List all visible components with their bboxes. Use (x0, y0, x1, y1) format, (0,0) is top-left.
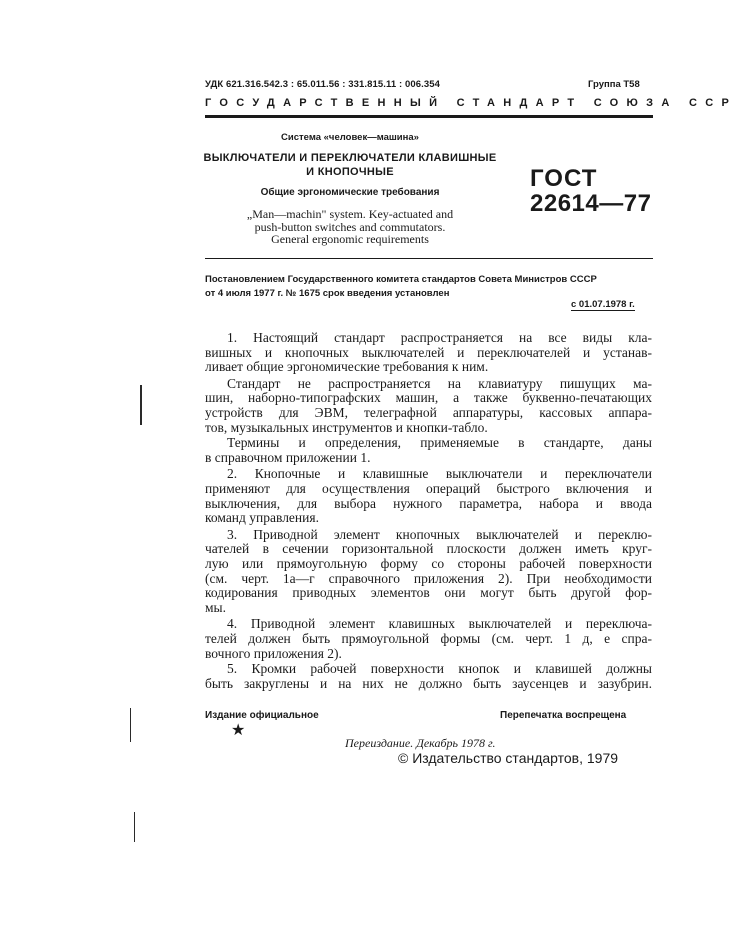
body-line: чателей в сечении горизонтальной плоскости должен иметь круг- (205, 541, 652, 557)
top-rule (205, 115, 653, 118)
state-standard-heading: ГОСУДАРСТВЕННЫЙ СТАНДАРТ СОЮЗА ССР (205, 97, 737, 109)
reprint-note: Переиздание. Декабрь 1978 г. (345, 736, 496, 750)
udk-code: УДК 621.316.542.3 : 65.011.56 : 331.815.11 : 006.354 (205, 79, 441, 90)
body-line: мы. (205, 599, 226, 615)
body-line: 2. Кнопочные и клавишные выключатели и переключатели (227, 466, 652, 482)
gost-number: 22614—77 (530, 190, 652, 217)
group-code: Группа Т58 (588, 79, 640, 90)
body-line: в справочном приложении 1. (205, 449, 371, 465)
effective-date: с 01.07.1978 г. (571, 299, 635, 310)
body-line: тов, музыкальных инструментов и кнопки-табло. (205, 419, 488, 435)
body-line: 3. Приводной элемент кнопочных выключателей и переклю- (227, 526, 652, 542)
body-line: вишных и кнопочных выключателей и переключателей и устанав- (205, 344, 652, 360)
footer-reprint-prohibited: Перепечатка воспрещена (500, 710, 627, 721)
body-line: кодирования приводных элементов они могут быть другой фор- (205, 585, 652, 601)
body-line: вочного приложения 2). (205, 645, 342, 661)
scan-mark (140, 385, 142, 425)
body-line: 4. Приводной элемент клавишных выключателей и переключа- (227, 616, 652, 632)
body-line: Стандарт не распространяется на клавиатуру пишущих ма- (227, 375, 652, 391)
english-title-line-1: „Man—machin" system. Key-actuated and (246, 207, 454, 221)
body-line: телей должен быть прямоугольной формы (см. черт. 1 д, е спра- (205, 631, 652, 646)
decree-line-1: Постановлением Государственного комитета стандартов Совета Министров СССР (205, 274, 597, 285)
body-line: команд управления. (205, 510, 319, 526)
body-line: быть закруглены и на них не должно быть заусенцев и зазубрин. (205, 675, 652, 691)
requirements-subtitle: Общие эргономические требования (260, 187, 440, 198)
body-line: Термины и определения, применяемые в стандарте, даны (227, 435, 652, 451)
footer-edition: Издание официальное (205, 710, 319, 721)
body-line: выключения, для выбора нужного параметра, набора и ввода (205, 495, 652, 511)
body-line: шин, наборно-типографских машин, а также буквенно-печатающих (205, 390, 652, 406)
body-line: 5. Кромки рабочей поверхности кнопок и клавишей должны (227, 661, 652, 677)
body-line: 1. Настоящий стандарт распространяется на все виды кла- (227, 330, 652, 345)
document-title-line-1: ВЫКЛЮЧАТЕЛИ И ПЕРЕКЛЮЧАТЕЛИ КЛАВИШНЫЕ (203, 152, 497, 164)
star-mark: ★ (231, 722, 246, 739)
middle-rule (205, 258, 653, 259)
document-title-line-2: И КНОПОЧНЫЕ (306, 166, 394, 178)
body-line: устройств для ЭВМ, телеграфной аппаратуры, кассовых аппара- (205, 405, 652, 420)
scan-mark (130, 708, 131, 742)
copyright-notice: © Издательство стандартов, 1979 (398, 750, 619, 766)
system-subtitle: Система «человек—машина» (281, 132, 419, 143)
body-line: лую или прямоугольную форму со стороны рабочей поверхности (205, 556, 652, 571)
body-line: применяют для осуществления операций быстрого включения и (205, 481, 652, 496)
decree-line-2: от 4 июля 1977 г. № 1675 срок введения установлен (205, 288, 450, 299)
body-line: ливает общие эргономические требования к ним. (205, 359, 489, 375)
english-title-line-2: push-button switches and commutators. (254, 220, 446, 234)
gost-label: ГОСТ (530, 165, 598, 192)
body-line: (см. черт. 1а—г справочного приложения 2). При необходимости (205, 570, 652, 586)
english-title-line-3: General ergonomic requirements (271, 232, 429, 246)
scan-mark (134, 812, 135, 842)
